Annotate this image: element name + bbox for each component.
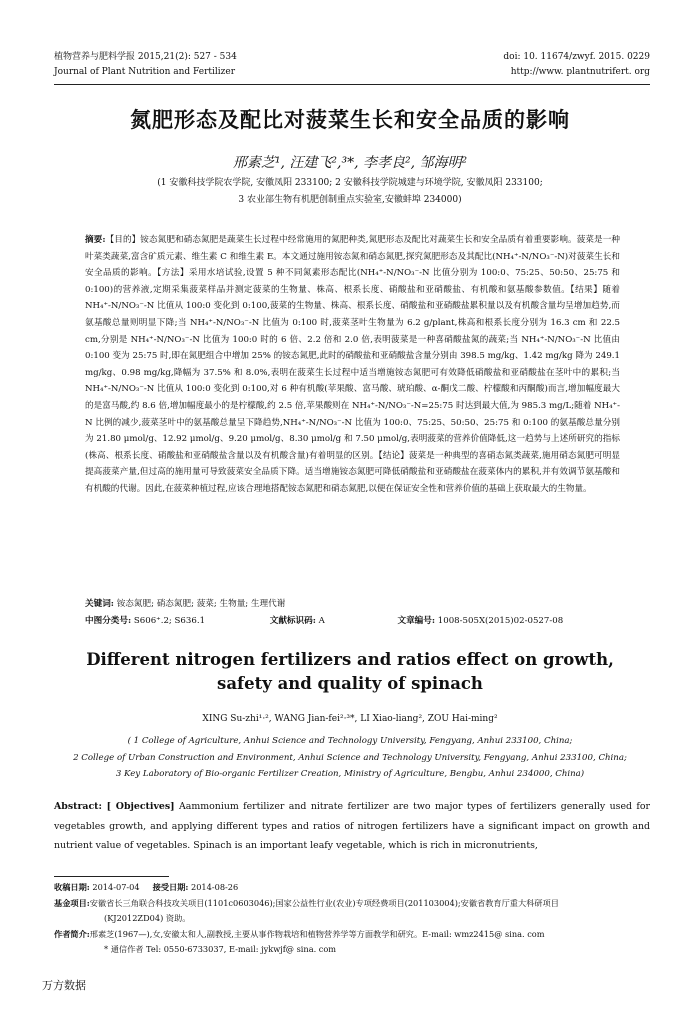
fund-text-cont: (KJ2012ZD04) 资助。 — [104, 913, 191, 923]
dates-line — [54, 880, 650, 896]
keywords-text: 铵态氮肥; 硝态氮肥; 菠菜; 生物量; 生理代谢 — [116, 599, 286, 609]
accepted-date: 2014-08-26 — [191, 882, 239, 892]
author-bio-line — [54, 927, 650, 958]
abstract-en-label: Abstract: [ Objectives] — [54, 801, 175, 812]
title-cn: 氮肥形态及配比对菠菜生长和安全品质的影响 — [130, 107, 570, 132]
corresponding-author: * 通信作者 Tel: 0550-6733037, E-mail: jykwjf@ sina. com — [104, 944, 337, 954]
fund-line — [54, 896, 650, 927]
article-no-value: 1008-505X(2015)02-0527-08 — [437, 616, 564, 626]
journal-url[interactable]: http://www. plantnutrifert. org — [510, 67, 650, 77]
journal-en: Journal of Plant Nutrition and Fertilizer — [54, 67, 236, 77]
abstract-en-text: Aammonium fertilizer and nitrate fertilizer are two major types of fertilizers generally used for vegetables growth, and applying different types and ratios of nitrogen fertilizers have a significant impact on growth and nutrient value of vegetables. Spinach is an important leafy vegetable, which is rich in micronutrients, — [54, 801, 651, 851]
abstract-cn — [85, 232, 620, 498]
received-date: 2014-07-04 — [92, 882, 140, 892]
authors-cn: 邢素芝¹, 汪建飞²,³*, 李孝良², 邹海明² — [232, 155, 468, 171]
author-bio-text: 邢素芝(1967—),女,安徽太和人,副教授,主要从事作物栽培和植物营养学等方面教学和研究。E-mail: wmz2415@ sina. com — [89, 928, 545, 939]
affiliation-line: (1 安徽科技学院农学院, 安徽凤阳 233100; 2 安徽科技学院城建与环境学院, 安徽凤阳 233100; — [157, 178, 543, 188]
header-left — [54, 50, 237, 80]
title-en: Different nitrogen fertilizers and ratios effect on growth, safety and quality of spinach — [86, 650, 614, 693]
watermark: 万方数据 — [42, 979, 86, 992]
clc-value: S606⁺.2; S636.1 — [133, 616, 206, 626]
article-no-label: 文章编号: — [397, 616, 436, 626]
header-right — [503, 50, 650, 80]
running-header — [54, 50, 650, 84]
affiliations-en — [40, 733, 660, 783]
fund-label: 基金项目: — [54, 897, 90, 908]
doi: doi: 10. 11674/zwyf. 2015. 0229 — [503, 52, 650, 62]
keywords-label: 关键词: — [85, 599, 114, 609]
received-label: 收稿日期: — [54, 882, 90, 892]
doc-code-value: A — [318, 616, 325, 626]
classification-line — [85, 613, 620, 629]
affiliation-line: ( 1 College of Agriculture, Anhui Science and Technology University, Fengyang, Anhui 233100, China; — [127, 736, 573, 746]
abstract-cn-text: 【目的】铵态氮肥和硝态氮肥是蔬菜生长过程中经常施用的氮肥种类,氮肥形态及配比对蔬菜生长和安全品质有着重要影响。菠菜是一种叶菜类蔬菜,富含矿质元素、维生素 C 和维生素 E。本文通过施用铵态氮和硝态氮肥,探究氮肥形态及其配比(NH₄⁺-N/NO₃⁻-N)对菠菜生长和安全品质的影响。【方法】采用水培试验,设置 5 种不同氮素形态配比(NH₄⁺-N/NO₃⁻-N 比值分别为 100:0、75:25、50:50、25:75 和 0:100)的营养液,定期采集菠菜样品并测定菠菜的生物量、株高、根系长度、硝酸盐和亚硝酸盐、有机酸和氨基酸参数值。【结果】随着 NH₄⁺-N/NO₃⁻-N 比值从 100:0 变化到 0:100,菠菜的生物量、株高、根系长度、硝酸盐和亚硝酸盐累积量以及有机酸含量均呈增加趋势,而氨基酸总量则明显下降;当 NH₄⁺-N/NO₃⁻-N 比值为 0:100 时,菠菜茎叶生物量为 6.2 g/plant,株高和根系长度分别为 16.3 cm 和 22.5 cm,分别是 NH₄⁺-N/NO₃⁻-N 比值为 100:0 时的 6 倍、2.2 倍和 2.0 倍,表明菠菜是一种喜硝酸盐氮的蔬菜;当 NH₄⁺-N/NO₃⁻-N 比值由 0:100 变为 25:75 时,即在氮肥组合中增加 25% 的铵态氮肥,此时的硝酸盐和亚硝酸盐含量分别由 398.5 mg/kg、1.42 mg/kg 降为 249.1 mg/kg、0.98 mg/kg,降幅为 37.5% 和 8.0%,表明在菠菜生长过程中适当增施铵态氮肥可有效降低硝酸盐和亚硝酸盐在茎叶中的累积;当 NH₄⁺-N/NO₃⁻-N 比值从 100:0 变化到 0:100,对 6 种有机酸(苹果酸、富马酸、琥珀酸、α-酮戊二酸、柠檬酸和丙酮酸)而言,增加幅度最大的是富马酸,约 8.6 倍,增加幅度最小的是柠檬酸,约 2.5 倍,苹果酸则在 NH₄⁺-N/NO₃⁻-N=25:75 时达到最大值,为 985.3 mg/L;随着 NH₄⁺-N 比例的减少,菠菜茎叶中的氨基酸总量呈下降趋势,NH₄⁺-N/NO₃⁻-N 比值为 100:0、75:25、50:50、25:75 和 0:100 的氨基酸总量分别为 21.80 μmol/g、12.92 μmol/g、9.20 μmol/g、8.30 μmol/g 和 7.50 μmol/g,表明菠菜的营养价值降低,这一趋势与上述所研究的指标(株高、根系长度、硝酸盐和亚硝酸盐含量以及有机酸含量)有着明显的区别。【结论】菠菜是一种典型的喜硝态氮类蔬菜,施用硝态氮肥可明显提高菠菜产量,但过高的施用量可导致菠菜安全品质下降。适当增施铵态氮肥可降低硝酸盐和亚硝酸盐在菠菜体内的累积,并有效调节氨基酸和有机酸的代谢。因此,在菠菜种植过程,应该合理地搭配铵态氮肥和硝态氮肥,以便在保证安全性和营养价值的基础上获取最大的生物量。 — [85, 235, 620, 494]
abstract-en — [54, 797, 650, 856]
header-divider — [54, 84, 650, 85]
abstract-cn-label: 摘要: — [85, 235, 106, 245]
affiliations-cn — [60, 175, 640, 209]
accepted-label: 接受日期: — [152, 882, 189, 892]
footnotes — [54, 880, 650, 958]
author-bio-label: 作者简介: — [54, 928, 90, 939]
affiliation-line: 3 农业部生物有机肥创制重点实验室,安徽蚌埠 234000) — [238, 195, 462, 205]
authors-en: XING Su-zhi¹·², WANG Jian-fei²·³*, LI Xiao-liang², ZOU Hai-ming² — [202, 714, 498, 724]
affiliation-line: 3 Key Laboratory of Bio-organic Fertilizer Creation, Ministry of Agriculture, Bengbu, Anhui 234000, China) — [115, 769, 585, 779]
fund-text: 安徽省长三角联合科技攻关项目(1101c0603046);国家公益性行业(农业)专项经费项目(201103004);安徽省教育厅重大科研项目 — [89, 897, 559, 908]
journal-cn: 植物营养与肥料学报 2015,21(2): 527 - 534 — [54, 52, 237, 62]
affiliation-line: 2 College of Urban Construction and Environment, Anhui Science and Technology University, Fengyang, Anhui 233100, China; — [73, 752, 627, 763]
doc-code-label: 文献标识码: — [269, 616, 316, 626]
footnote-divider — [54, 876, 169, 877]
keywords-cn — [85, 596, 620, 612]
clc-label: 中图分类号: — [85, 616, 132, 626]
